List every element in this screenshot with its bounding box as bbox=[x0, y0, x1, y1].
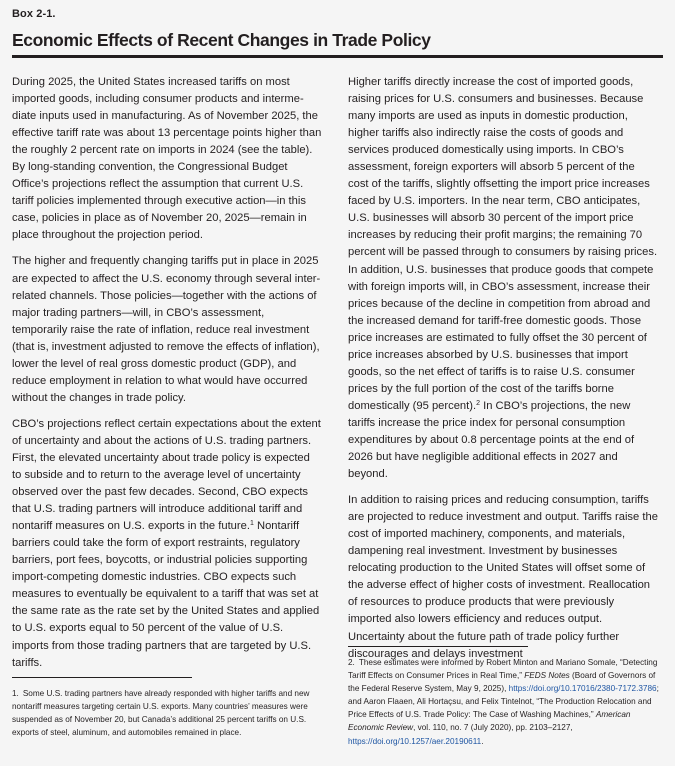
box-label: Box 2-1. bbox=[12, 8, 56, 20]
left-paragraph-2: The higher and frequently changing tariffs put in place in 2025 are expected to affect the U.S. economy through several interrelated channels. Those policies—together with the actions of major trading partners—will, in CBO’s assessment, temporarily raise the rate of inflation, reduce real investment (that is, investment adjusted to remove the effects of inflation), lower the level of real gross domestic product (GDP), and reduce employment in relation to what would have occurred without the changes in trade policy. bbox=[12, 255, 321, 404]
right-paragraph-2: In addition to raising prices and reducing consumption, tariffs are projected to reduce investment and output. Tariffs raise the cost of imported machinery, components, and materials, dampening real investment. Investment by businesses relocating production to the United States will offset some of the adverse effect of higher costs of investment. Reallocation of resources to produce products that were previously imported also lowers efficiency and reduces output. Uncertainty about the future path of trade policy further discourages and delays investment bbox=[348, 494, 658, 660]
right-paragraph-1 bbox=[348, 74, 658, 483]
footnote-2-journal-a: FEDS Notes bbox=[524, 671, 570, 681]
left-paragraph-1: During 2025, the United States increased tariffs on most imported goods, including consumer products and intermediate inputs used in manufacturing. As of November 2025, the effective tariff rate was about 13 percentage points higher than the roughly 2 percent rate on imports in 2024 (see the table). By long-standing convention, the Congressional Budget Office’s projections reflect the assumption that current U.S. tariff policies implemented through executive action—in this case, policies in place as of November 20, 2025—remain in place throughout the projection period. bbox=[12, 76, 322, 242]
footnote-rule-left bbox=[12, 677, 192, 678]
footnote-2-journal-b: American Economic Review bbox=[348, 710, 631, 733]
footnote-2-text-e: . bbox=[481, 736, 484, 746]
footnote-1-number: 1. bbox=[12, 689, 19, 698]
footnote-2-text-c: ; and Aaron Flaaen, Ali Hortaçsu, and Felix Tintelnot, “The Production Relocation and Price Effects of U.S. Trade Policy: The Case of Washing Machines,” bbox=[348, 684, 659, 720]
footnote-1-text: Some U.S. trading partners have already responded with higher tariffs and new nontariff measures targeting certain U.S. exports. Many countries’ measures were suspended as of November 20, but Canada’s additional 25 percent tariffs on U.S. exports of steel, aluminum, and automobiles remained in place. bbox=[12, 689, 310, 738]
title-rule bbox=[12, 55, 663, 58]
footnote-2 bbox=[348, 656, 660, 748]
footnote-rule-right bbox=[348, 646, 528, 647]
footnote-2-number: 2. bbox=[348, 658, 355, 667]
box-title: Economic Effects of Recent Changes in Trade Policy bbox=[12, 30, 431, 50]
right-paragraph-1-text: Higher tariffs directly increase the cost of imported goods, raising prices for U.S. consumers and businesses. Because many imports are used as inputs in domestic production, higher tariffs also indirectly raise the costs of goods and services produced domestically using imports. In CBO’s assessment, foreign exporters will absorb 5 percent of the cost of the tariffs, slightly offsetting the import price increases faced by U.S. importers. In the near term, CBO anticipates, U.S. businesses will absorb 30 percent of the import price increases by reducing their profit margins; the remaining 70 percent will be passed through to consumers by raising prices. In addition, U.S. businesses that produce goods that compete with foreign imports will, in CBO’s assessment, increase their prices because of the decline in competition from abroad and the increased demand for tariff-free domestic goods. Those price increases are estimated to fully offset the 30 percent of price increases absorbed by U.S. businesses that import goods, so the net effect of tariffs is to raise U.S. consumer prices by the full portion of the cost of the tariffs borne domestically (95 percent). bbox=[348, 76, 658, 412]
left-paragraph-3 bbox=[12, 416, 322, 672]
footnote-2-text-b: (Board of Governors of the Federal Reserve System, May 9, 2025), bbox=[348, 671, 656, 694]
footnote-ref-1[interactable]: 1 bbox=[249, 520, 254, 528]
left-paragraph-3-text: CBO’s projections reflect certain expectations about the extent of uncertainty and about the actions of U.S. trading partners. First, the elevated uncertainty about trade policy is expected to subside and to return to the average level of uncertainty observed over the past few decades. Second, CBO expects that U.S. trading partners will introduce additional tariff and nontariff measures on U.S. exports in the future. bbox=[12, 417, 321, 533]
footnote-2-text-d: , vol. 110, no. 7 (July 2020), pp. 2103–2127, bbox=[413, 723, 573, 733]
footnote-2-link-b[interactable]: https://doi.org/10.1257/aer.20190611 bbox=[348, 736, 482, 746]
footnote-2-text-a: These estimates were informed by Robert Minton and Mariano Somale, “Detecting Tariff Effects on Consumer Prices in Real Time,” bbox=[348, 658, 658, 681]
footnote-2-link-a[interactable]: https://doi.org/10.17016/2380-7172.3786 bbox=[508, 684, 657, 694]
footnote-ref-2[interactable]: 2 bbox=[476, 399, 480, 407]
footnote-1 bbox=[12, 687, 324, 739]
left-paragraph-3-tail: Nontariff barriers could take the form of export restraints, regulatory barriers, port fees, boycotts, or industrial policies supporting import-competing domestic industries. CBO expects such measures to eventually be equivalent to a tariff that was set at the same rate as the rate set by the United States and applied to U.S. exports equal to 50 percent of the value of U.S. imports from those trading partners that are targeted by U.S. tariffs. bbox=[12, 520, 320, 669]
left-column bbox=[12, 74, 322, 681]
right-paragraph-1-tail: In CBO’s projections, the new tariffs increase the price index for personal consumption expenditures by about 0.8 percentage points at the end of 2026 but have negligible additional effects in 2027 and beyond. bbox=[348, 399, 635, 481]
right-column bbox=[348, 74, 658, 672]
